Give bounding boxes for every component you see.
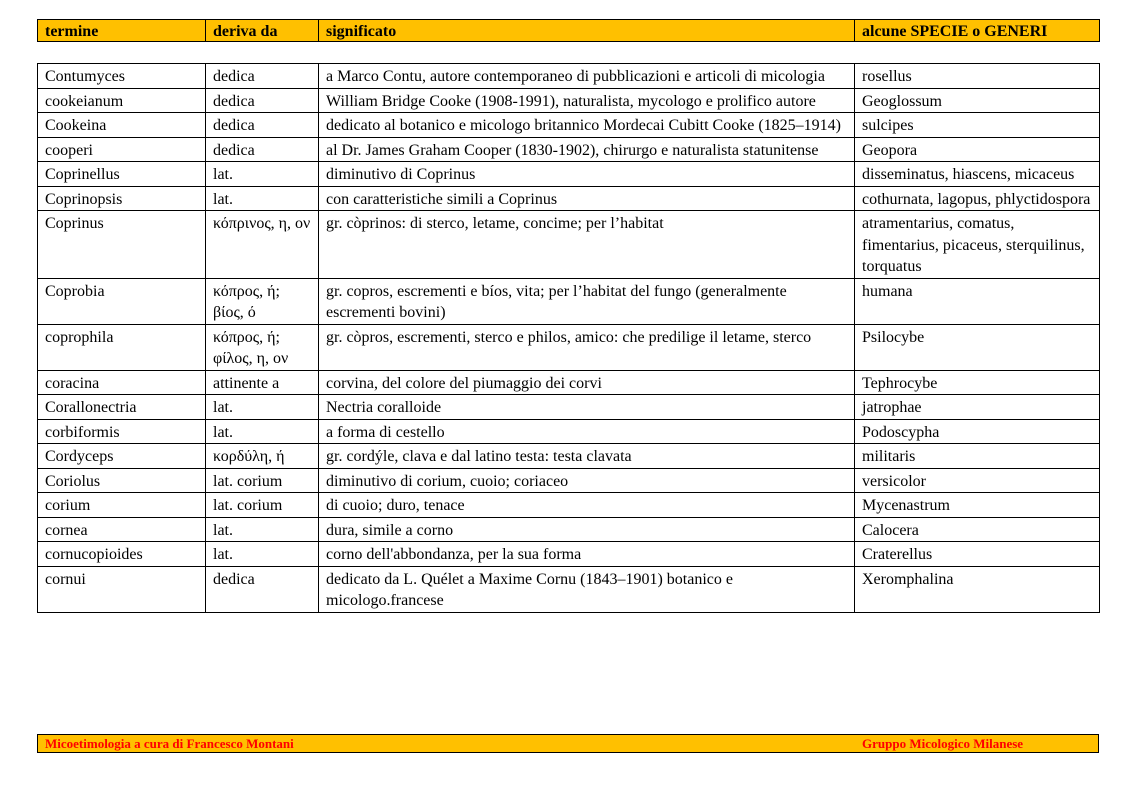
cell-deriva-da: κόπρος, ή; βίος, ό bbox=[206, 278, 319, 324]
table-row bbox=[38, 324, 1100, 370]
cell-termine: Cookeina bbox=[38, 113, 206, 138]
cell-deriva-da: dedica bbox=[206, 566, 319, 612]
cell-termine: Coprinopsis bbox=[38, 186, 206, 211]
cell-termine: Corallonectria bbox=[38, 395, 206, 420]
cell-significato: di cuoio; duro, tenace bbox=[319, 493, 855, 518]
table-row bbox=[38, 113, 1100, 138]
cell-termine: coprophila bbox=[38, 324, 206, 370]
header-significato: significato bbox=[319, 20, 855, 42]
cell-termine: cornucopioides bbox=[38, 542, 206, 567]
footer-group: Gruppo Micologico Milanese bbox=[862, 736, 1024, 751]
cell-significato: gr. còprinos: di sterco, letame, concime; per l’habitat bbox=[319, 211, 855, 279]
cell-deriva-da: lat. bbox=[206, 419, 319, 444]
cell-significato: con caratteristiche simili a Coprinus bbox=[319, 186, 855, 211]
table-row bbox=[38, 419, 1100, 444]
cell-significato: gr. copros, escrementi e bíos, vita; per l’habitat del fungo (generalmente escrementi bovini) bbox=[319, 278, 855, 324]
cell-specie-generi: Mycenastrum bbox=[855, 493, 1100, 518]
cell-significato: dura, simile a corno bbox=[319, 517, 855, 542]
table-row bbox=[38, 517, 1100, 542]
cell-specie-generi: jatrophae bbox=[855, 395, 1100, 420]
cell-specie-generi: humana bbox=[855, 278, 1100, 324]
cell-deriva-da: lat. bbox=[206, 395, 319, 420]
footer-bar bbox=[37, 734, 1099, 753]
cell-significato: dedicato al botanico e micologo britannico Mordecai Cubitt Cooke (1825–1914) bbox=[319, 113, 855, 138]
cell-deriva-da: lat. bbox=[206, 542, 319, 567]
cell-specie-generi: disseminatus, hiascens, micaceus bbox=[855, 162, 1100, 187]
table-row bbox=[38, 88, 1100, 113]
cell-specie-generi: Geopora bbox=[855, 137, 1100, 162]
header-deriva-da: deriva da bbox=[206, 20, 319, 42]
cell-termine: Contumyces bbox=[38, 64, 206, 89]
cell-termine: cooperi bbox=[38, 137, 206, 162]
cell-termine: Coprinellus bbox=[38, 162, 206, 187]
table-body bbox=[38, 64, 1100, 613]
cell-deriva-da: lat. bbox=[206, 162, 319, 187]
table-row bbox=[38, 468, 1100, 493]
cell-deriva-da: lat. corium bbox=[206, 493, 319, 518]
table-row bbox=[38, 278, 1100, 324]
cell-deriva-da: κόπρος, ή; φίλος, η, ον bbox=[206, 324, 319, 370]
cell-specie-generi: cothurnata, lagopus, phlyctidospora bbox=[855, 186, 1100, 211]
cell-deriva-da: κόπρινος, η, ον bbox=[206, 211, 319, 279]
cell-significato: gr. cordýle, clava e dal latino testa: testa clavata bbox=[319, 444, 855, 469]
table-row bbox=[38, 444, 1100, 469]
cell-termine: cornui bbox=[38, 566, 206, 612]
cell-specie-generi: Xeromphalina bbox=[855, 566, 1100, 612]
cell-specie-generi: Craterellus bbox=[855, 542, 1100, 567]
cell-termine: cornea bbox=[38, 517, 206, 542]
table-row bbox=[38, 370, 1100, 395]
cell-deriva-da: dedica bbox=[206, 64, 319, 89]
cell-termine: cookeianum bbox=[38, 88, 206, 113]
cell-significato: a forma di cestello bbox=[319, 419, 855, 444]
cell-termine: Coprinus bbox=[38, 211, 206, 279]
cell-specie-generi: versicolor bbox=[855, 468, 1100, 493]
cell-specie-generi: Psilocybe bbox=[855, 324, 1100, 370]
cell-specie-generi: rosellus bbox=[855, 64, 1100, 89]
cell-termine: corium bbox=[38, 493, 206, 518]
cell-specie-generi: Calocera bbox=[855, 517, 1100, 542]
cell-specie-generi: Tephrocybe bbox=[855, 370, 1100, 395]
table-row bbox=[38, 186, 1100, 211]
cell-deriva-da: κορδύλη, ή bbox=[206, 444, 319, 469]
cell-deriva-da: attinente a bbox=[206, 370, 319, 395]
cell-termine: coracina bbox=[38, 370, 206, 395]
cell-specie-generi: sulcipes bbox=[855, 113, 1100, 138]
etymology-table bbox=[37, 63, 1100, 613]
table-row bbox=[38, 493, 1100, 518]
cell-termine: corbiformis bbox=[38, 419, 206, 444]
cell-significato: diminutivo di Coprinus bbox=[319, 162, 855, 187]
cell-significato: a Marco Contu, autore contemporaneo di pubblicazioni e articoli di micologia bbox=[319, 64, 855, 89]
cell-deriva-da: lat. bbox=[206, 186, 319, 211]
table-row bbox=[38, 211, 1100, 279]
cell-termine: Coprobia bbox=[38, 278, 206, 324]
table-row bbox=[38, 566, 1100, 612]
cell-significato: corno dell'abbondanza, per la sua forma bbox=[319, 542, 855, 567]
cell-specie-generi: militaris bbox=[855, 444, 1100, 469]
table-row bbox=[38, 542, 1100, 567]
cell-termine: Cordyceps bbox=[38, 444, 206, 469]
cell-significato: al Dr. James Graham Cooper (1830-1902), chirurgo e naturalista statunitense bbox=[319, 137, 855, 162]
cell-significato: William Bridge Cooke (1908-1991), naturalista, mycologo e prolifico autore bbox=[319, 88, 855, 113]
cell-deriva-da: dedica bbox=[206, 88, 319, 113]
cell-specie-generi: Geoglossum bbox=[855, 88, 1100, 113]
table-row bbox=[38, 162, 1100, 187]
footer-author: Micoetimologia a cura di Francesco Montani bbox=[45, 736, 294, 751]
cell-significato: dedicato da L. Quélet a Maxime Cornu (1843–1901) botanico e micologo.francese bbox=[319, 566, 855, 612]
table-row bbox=[38, 64, 1100, 89]
cell-significato: corvina, del colore del piumaggio dei corvi bbox=[319, 370, 855, 395]
cell-deriva-da: lat. bbox=[206, 517, 319, 542]
cell-deriva-da: dedica bbox=[206, 113, 319, 138]
cell-deriva-da: dedica bbox=[206, 137, 319, 162]
cell-specie-generi: Podoscypha bbox=[855, 419, 1100, 444]
table-row bbox=[38, 395, 1100, 420]
header-bar bbox=[37, 19, 1100, 42]
cell-significato: Nectria coralloide bbox=[319, 395, 855, 420]
cell-specie-generi: atramentarius, comatus, fimentarius, picaceus, sterquilinus, torquatus bbox=[855, 211, 1100, 279]
table-row bbox=[38, 137, 1100, 162]
header-specie-generi: alcune SPECIE o GENERI bbox=[855, 20, 1100, 42]
cell-deriva-da: lat. corium bbox=[206, 468, 319, 493]
cell-significato: diminutivo di corium, cuoio; coriaceo bbox=[319, 468, 855, 493]
cell-significato: gr. còpros, escrementi, sterco e philos, amico: che predilige il letame, sterco bbox=[319, 324, 855, 370]
header-termine: termine bbox=[38, 20, 206, 42]
cell-termine: Coriolus bbox=[38, 468, 206, 493]
header-row bbox=[38, 20, 1100, 42]
